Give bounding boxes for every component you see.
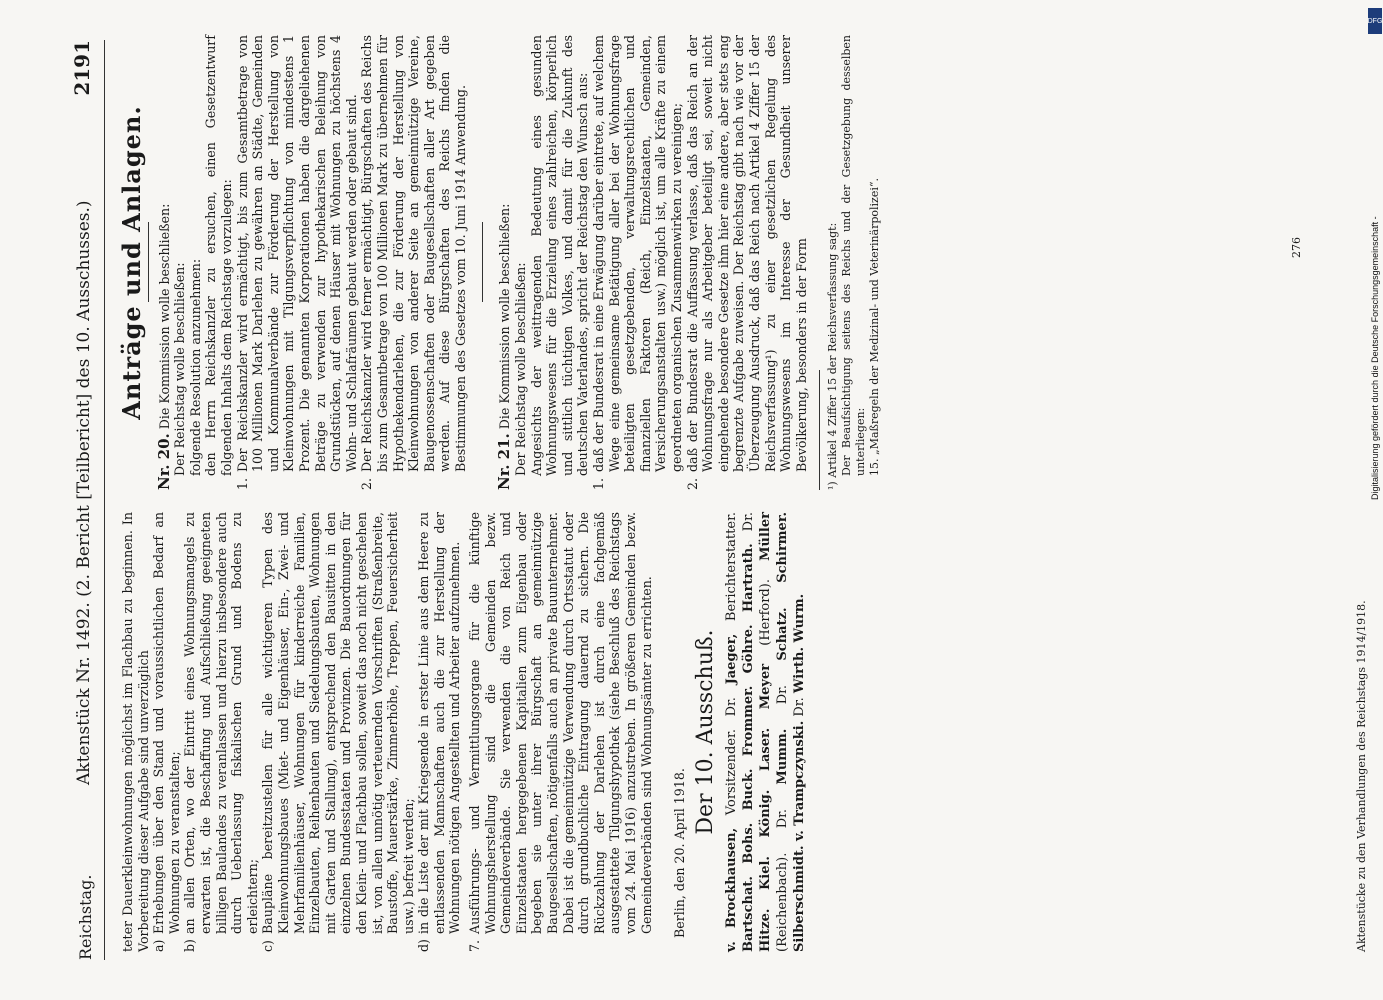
member-note: Dr. <box>775 660 791 729</box>
header-rule <box>104 40 105 960</box>
member-name: v. Brockhausen, <box>724 827 740 952</box>
page-number: 2191 <box>70 40 94 96</box>
left-column <box>120 512 1350 952</box>
member-note: Vorsitzender. Dr. <box>724 684 740 828</box>
date-line: Berlin, den 20. April 1918. <box>672 768 688 938</box>
nr21-heading: Nr. 21. <box>495 433 514 490</box>
item-label: 2. <box>359 477 375 490</box>
member-name: Müller <box>758 512 774 561</box>
section-title: Anträge und Anlagen. <box>117 105 146 420</box>
member-name: Bartschat. Bohs. Buck. Frommer. Göhre. Hartrath. <box>741 543 757 952</box>
member-note: Dr. <box>741 512 757 544</box>
committee-title: Der 10. Ausschuß. <box>692 629 718 835</box>
list-item <box>235 35 360 490</box>
member-name: Jaeger, <box>724 633 740 685</box>
footer-page-number: 276 <box>1290 237 1303 258</box>
member-note: (Reichenbach). Dr. <box>775 784 791 952</box>
page-header <box>70 40 102 960</box>
nr21-sub: Der Reichstag wolle beschließen: <box>513 262 529 476</box>
nr20-text: den Herrn Reichskanzler zu ersuchen, einen Gesetzentwurf folgenden Inhalts dem Reichstage vorzulegen: <box>203 35 234 476</box>
item-label: 2. <box>684 477 700 490</box>
footer-text: Aktenstücke zu den Verhandlungen des Reichstags 1914/1918. <box>1355 600 1368 952</box>
title-rule <box>148 223 149 303</box>
nr21-intro-text: Die Kommission wolle beschließen: <box>497 203 513 430</box>
item-text: daß der Bundesrat in eine Erwägung darüber eintrete, auf welchem Wege eine gemeinsame Betätigung aller bei der Wohnungsfrage beteiligten gesetzgebenden, verwaltungsrechtlichen und finanziellen Faktoren (Reich, Einzelstaaten, Gemeinden, Versicherungsanstalten usw.) möglich ist, um alle Kräfte zu einem geordneten organischen Zusammenwirken zu vereinigen; <box>591 35 684 472</box>
list-item <box>182 512 260 952</box>
nr20-sub2: folgende Resolution anzunehmen: <box>187 258 203 476</box>
list-item <box>416 512 463 952</box>
footnote-line: Der Beaufsichtigung seitens des Reichs und der Gesetzgebung desselben unterliegen: <box>840 35 868 476</box>
nr20-intro-text: Die Kommission wolle beschließen: <box>156 203 172 430</box>
right-column <box>117 35 1350 490</box>
item-text: Der Reichskanzler wird ferner ermächtigt, Bürgschaften des Reichs bis zum Gesamtbetrage von 100 Millionen Mark zu übernehmen für Hypothekendarlehen, die zur Förderung der Herstellung von Kleinwohnungen von anderer Seite an gemeinnützige Vereine, Baugenossenschaften oder Baugesellschaften aller Art gegeben werden. Auf diese Bürgschaften des Reichs finden die Bestimmungen des Gesetzes vom 10. Juni 1914 Anwendung. <box>359 35 468 472</box>
footnote-rule <box>819 370 820 490</box>
header-left: Reichstag. <box>76 874 95 960</box>
member-name: Hitze. Kiel. König. Laser. Meyer <box>758 663 774 952</box>
section-rule <box>482 223 483 303</box>
item-label: 7. <box>467 939 483 952</box>
item-label: c) <box>260 940 276 952</box>
item-text: an allen Orten, wo der Eintritt eines Wohnungsmangels zu erwarten ist, die Beschaffung und Aufschließung geeigneten billigen Baulandes zu veranlassen und hierzu insbesondere auch durch Ueberlassung fiskalischen Grund und Bodens zu erleichtern; <box>182 512 260 934</box>
footnote <box>826 35 882 490</box>
footnote-line: 15. „Maßregeln der Medizinal- und Veterinärpolizei“. <box>868 177 882 476</box>
nr21-text: Angesichts der weittragenden Bedeutung eines gesunden Wohnungswesens für die Erzielung eines zahlreichen, körperlich und sittlich tüchtigen Volkes, und damit für die Zukunft des deutschen Vaterlandes, spricht der Reichstag den Wunsch aus: <box>528 35 591 476</box>
item-text: Erhebungen über den Stand und voraussichtlichen Bedarf an Wohnungen zu veranstalten; <box>151 512 182 934</box>
footnote-line: ¹) Artikel 4 Ziffer 15 der Reichsverfassung sagt: <box>826 222 840 490</box>
item-label: a) <box>151 939 167 952</box>
member-name: Schatz. Schirmer. Silberschmidt. v. Trampczynski. <box>775 511 808 952</box>
intro-text: teter Dauerkleinwohnungen möglichst im Flachbau zu beginnen. In Vorbereitung dieser Aufgabe sind unverzüglich <box>120 512 151 952</box>
nr21-intro <box>497 35 513 490</box>
nr20-heading: Nr. 20. <box>154 433 173 490</box>
member-name: Wirth. Wurm. <box>792 593 808 694</box>
list-item <box>260 512 416 952</box>
member-note: Berichterstatter. <box>724 512 740 634</box>
list-item <box>591 35 685 490</box>
item-text: Baupläne bereitzustellen für alle wichtigeren Typen des Kleinwohnungsbaues (Miet- und Eigenhäuser, Ein-, Zwei- und Mehrfamilienhäuser, Wohnungen für kinderreiche Familien, Einzelbauten, Reihenbauten und Siedelungsbauten, Wohnungen mit Garten und Stallung), entsprechend den Bausitten in den einzelnen Bundesstaaten und Provinzen. Die Bauordnungen für den Klein- und Flachbau sollen, soweit das noch nicht geschehen ist, von allen unnötig verteuernden Vorschriften (Straßenbreite, Baustoffe, Mauerstärke, Zimmerhöhe, Treppen, Feuersicherheit usw.) befreit werden; <box>260 512 416 934</box>
item-text: Der Reichskanzler wird ermächtigt, bis zum Gesamtbetrage von 100 Millionen Mark Darlehen zu gewähren an Städte, Gemeinden und Kommunalverbände zur Förderung der Herstellung von Kleinwohnungen mit Tilgungsverpflichtung von mindestens 1 Prozent. Die genannten Korporationen haben die dargeliehenen Beträge zu verwenden zur hypothekarischen Beleihung von Grundstücken, auf denen Häuser mit Wohnungen zu höchstens 4 Wohn- und Schlafräumen gebaut werden oder gebaut sind. <box>234 35 359 472</box>
header-title: Aktenstück Nr. 1492. (2. Bericht [Teilbericht] des 10. Ausschusses.) <box>74 200 94 785</box>
dfg-logo-icon: DFG <box>1368 8 1382 34</box>
member-note: (Herford). <box>758 560 774 664</box>
item-label: b) <box>182 939 198 952</box>
item-label: 1. <box>234 477 250 490</box>
item-text: daß der Bundesrat die Auffassung verlasse, daß das Reich an der Wohnungsfrage nur als Arbeitgeber beteiligt sei, soweit nicht eingehende besondere Gesetze ihm hier eine andere, aber stets eng begrenzte Aufgabe zuweisen. Der Reichstag gibt nach wie vor der Überzeugung Ausdruck, daß das Reich nach Artikel 4 Ziffer 15 der Reichsverfassung¹) zu einer gesetzlichen Regelung des Wohnungswesens im Interesse der Gesundheit unserer Bevölkerung, besonders in der Form <box>684 35 809 472</box>
item-text: in die Liste der mit Kriegsende in erster Linie aus dem Heere zu entlassenden Mannschaften auch die zur Herstellung der Wohnungen nötigen Angestellten und Arbeiter aufzunehmen. <box>416 512 463 934</box>
item-label: 1. <box>591 477 607 490</box>
member-name: Mumm. <box>775 728 791 785</box>
list-item <box>359 35 468 490</box>
point-seven <box>467 512 654 952</box>
member-note: Dr. <box>792 693 808 721</box>
nr20-sub: Der Reichstag wolle beschließen: <box>172 262 188 476</box>
list-item <box>151 512 182 952</box>
digitization-note: Digitalisierung gefördert durch die Deutsche Forschungsgemeinschaft - <box>1370 216 1380 500</box>
nr20-intro <box>154 35 173 490</box>
list-item <box>685 35 810 490</box>
committee-members <box>723 512 808 952</box>
item-text: Ausführungs- und Vermittlungsorgane für die künftige Wohnungsherstellung sind die Gemeinden bezw. Gemeindeverbände. Sie verwenden die von Reich und Einzelstaaten hergegebenen Kapitalien zum Eigenbau oder begeben sie unter ihrer Bürgschaft an gemeinnützige Baugesellschaften, nötigenfalls auch an private Bauunternehmer. Dabei ist die gemeinnützige Verwendung durch Ortsstatut oder durch grundbuchliche Eintragung dauernd zu sichern. Die Rückzahlung der Darlehen ist durch eine fachgemäß ausgestattete Tilgungshypothek (siehe Beschluß des Reichstags vom 24. Mai 1916) anzustreben. In größeren Gemeinden bezw. Gemeindeverbänden sind Wohnungsämter zu errichten. <box>467 512 654 934</box>
item-label: d) <box>416 939 432 952</box>
